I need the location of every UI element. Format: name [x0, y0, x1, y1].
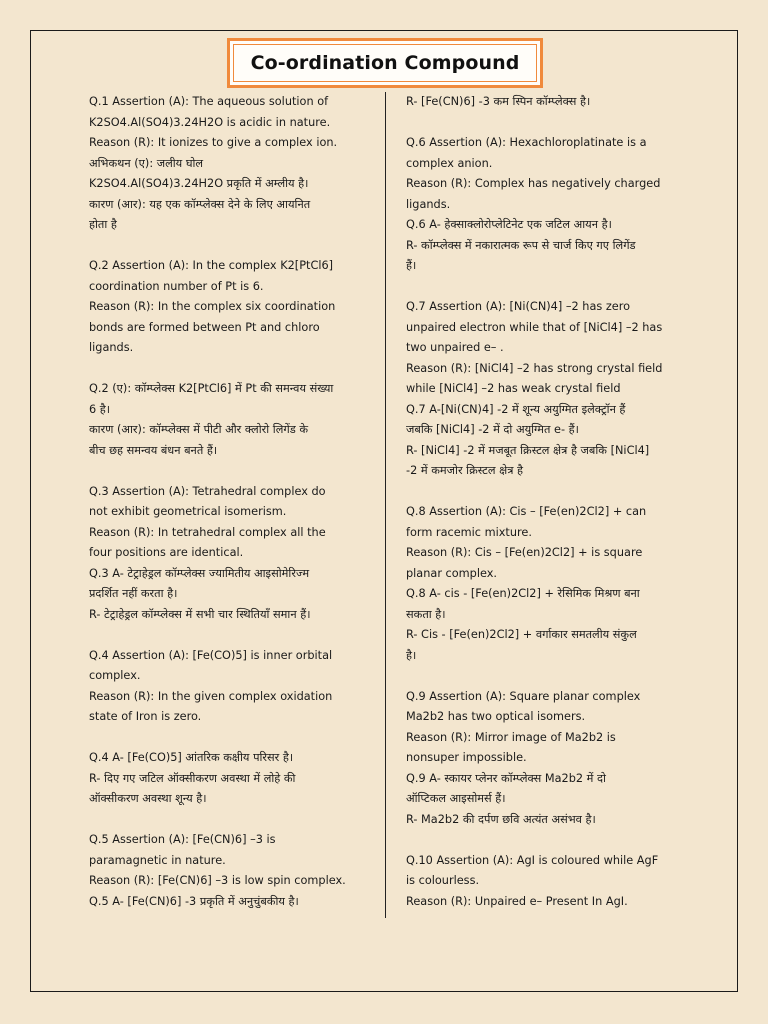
text-line: अभिकथन (ए): जलीय घोल: [89, 156, 204, 170]
text-line: nonsuper impossible.: [406, 751, 527, 764]
text-line: Reason (R): It ionizes to give a complex ion.: [89, 136, 338, 149]
text-line: Q.4 Assertion (A): [Fe(CO)5] is inner orbital: [89, 648, 333, 662]
text-line: ऑप्टिकल आइसोमर्स हैं।: [406, 792, 506, 805]
text-line: is colourless.: [406, 874, 480, 887]
text-line: है।: [406, 648, 417, 662]
text-line: unpaired electron while that of [NiCl4] –2 has: [406, 320, 663, 334]
text-line: R- [Fe(CN)6] -3 कम स्पिन कॉम्प्लेक्स है।: [406, 95, 591, 108]
text-line: Q.9 Assertion (A): Square planar complex: [406, 689, 641, 703]
title-box: [227, 38, 543, 88]
text-line: R- Cis - [Fe(en)2Cl2] + वर्गाकार समतलीय संकुल: [406, 628, 637, 641]
text-line: state of Iron is zero.: [89, 710, 202, 723]
text-line: ligands.: [406, 197, 451, 211]
text-line: R- दिए गए जटिल ऑक्सीकरण अवस्था में लोहे की: [89, 771, 296, 785]
text-line: four positions are identical.: [89, 546, 244, 559]
text-line: Reason (R): [Fe(CN)6] –3 is low spin complex.: [89, 874, 346, 887]
question-block: [89, 379, 379, 461]
text-line: Ma2b2 has two optical isomers.: [406, 710, 586, 723]
page-title: Co-ordination Compound: [250, 52, 520, 74]
left-column: [89, 92, 379, 933]
text-line: not exhibit geometrical isomerism.: [89, 505, 287, 518]
text-line: होता है: [89, 218, 117, 231]
text-line: Reason (R): Cis – [Fe(en)2Cl2] + is square: [406, 546, 643, 559]
text-line: Reason (R): In the complex six coordination: [89, 300, 336, 313]
text-line: Q.5 Assertion (A): [Fe(CN)6] –3 is: [89, 833, 276, 846]
text-line: two unpaired e– .: [406, 341, 504, 354]
text-line: कारण (आर): कॉम्प्लेक्स में पीटी और क्लोरो लिगेंड के: [89, 423, 309, 436]
text-line: Q.3 A- टेट्राहेड्रल कॉम्प्लेक्स ज्यामितीय आइसोमेरिज्म: [89, 566, 310, 580]
text-line: Reason (R): Complex has negatively charged: [406, 177, 661, 190]
question-block: [406, 297, 696, 482]
text-line: R- Ma2b2 की दर्पण छवि अत्यंत असंभव है।: [406, 812, 596, 826]
question-block: [89, 646, 379, 728]
text-line: while [NiCl4] –2 has weak crystal field: [406, 382, 621, 395]
text-line: coordination number of Pt is 6.: [89, 279, 264, 293]
question-block: [89, 482, 379, 626]
text-line: Q.2 Assertion (A): In the complex K2[PtCl6]: [89, 259, 334, 272]
text-line: Reason (R): In the given complex oxidation: [89, 689, 333, 703]
question-block: [89, 748, 379, 810]
text-line: Q.4 A- [Fe(CO)5] आंतरिक कक्षीय परिसर है।: [89, 751, 294, 764]
text-line: बीच छह समन्वय बंधन बनते हैं।: [89, 443, 218, 457]
text-line: Q.8 Assertion (A): Cis – [Fe(en)2Cl2] + can: [406, 505, 647, 518]
text-line: हैं।: [406, 259, 417, 272]
text-line: planar complex.: [406, 566, 498, 580]
text-line: Q.6 A- हेक्साक्लोरोप्लेटिनेट एक जटिल आयन है।: [406, 218, 612, 231]
question-block: [406, 92, 696, 113]
text-line: R- कॉम्प्लेक्स में नकारात्मक रूप से चार्ज किए गए लिगेंड: [406, 238, 636, 252]
question-block: [406, 851, 696, 913]
text-line: Q.6 Assertion (A): Hexachloroplatinate is a: [406, 136, 647, 149]
question-block: [89, 830, 379, 912]
text-line: Reason (R): In tetrahedral complex all the: [89, 525, 326, 539]
text-line: Reason (R): Unpaired e– Present In AgI.: [406, 894, 628, 908]
question-block: [89, 92, 379, 236]
text-line: 6 है।: [89, 402, 111, 416]
text-line: complex anion.: [406, 156, 493, 170]
text-line: paramagnetic in nature.: [89, 853, 226, 867]
text-line: form racemic mixture.: [406, 525, 532, 539]
column-divider: [385, 92, 386, 918]
text-line: ligands.: [89, 341, 134, 354]
text-line: Q.10 Assertion (A): AgI is coloured while AgF: [406, 853, 659, 867]
text-line: R- टेट्राहेड्रल कॉम्प्लेक्स में सभी चार स्थितियाँ समान हैं।: [89, 607, 311, 621]
question-block: [406, 502, 696, 666]
text-line: Q.8 A- cis - [Fe(en)2Cl2] + रेसिमिक मिश्रण बना: [406, 587, 640, 600]
text-line: कारण (आर): यह एक कॉम्प्लेक्स देने के लिए आयनित: [89, 197, 311, 211]
text-line: complex.: [89, 669, 141, 682]
text-line: Reason (R): [NiCl4] –2 has strong crystal field: [406, 361, 663, 375]
text-line: सकता है।: [406, 607, 446, 621]
text-line: Q.5 A- [Fe(CN)6] -3 प्रकृति में अनुचुंबकीय है।: [89, 894, 299, 908]
text-line: Q.3 Assertion (A): Tetrahedral complex do: [89, 484, 326, 498]
text-line: K2SO4.Al(SO4)3.24H2O is acidic in nature.: [89, 115, 331, 129]
question-block: [406, 133, 696, 277]
right-column: [406, 92, 696, 933]
text-line: Q.1 Assertion (A): The aqueous solution of: [89, 95, 329, 108]
text-line: Q.7 Assertion (A): [Ni(CN)4] –2 has zero: [406, 300, 631, 313]
text-line: bonds are formed between Pt and chloro: [89, 320, 320, 334]
question-block: [406, 687, 696, 831]
text-line: प्रदर्शित नहीं करता है।: [89, 587, 178, 600]
text-line: Q.9 A- स्कायर प्लेनर कॉम्प्लेक्स Ma2b2 में दो: [406, 771, 606, 785]
text-line: Q.7 A-[Ni(CN)4] -2 में शून्य अयुग्मित इलेक्ट्रॉन हैं: [406, 402, 626, 416]
text-line: Q.2 (ए): कॉम्प्लेक्स K2[PtCl6] में Pt की समन्वय संख्या: [89, 382, 334, 395]
text-line: Reason (R): Mirror image of Ma2b2 is: [406, 730, 616, 744]
text-line: ऑक्सीकरण अवस्था शून्य है।: [89, 792, 207, 805]
text-line: जबकि [NiCl4] -2 में दो अयुग्मित e- हैं।: [406, 423, 579, 436]
question-block: [89, 256, 379, 359]
text-line: R- [NiCl4] -2 में मजबूत क्रिस्टल क्षेत्र है जबकि [NiCl4]: [406, 443, 650, 457]
text-line: K2SO4.Al(SO4)3.24H2O प्रकृति में अम्लीय है।: [89, 177, 309, 190]
text-line: -2 में कमजोर क्रिस्टल क्षेत्र है: [406, 464, 524, 477]
